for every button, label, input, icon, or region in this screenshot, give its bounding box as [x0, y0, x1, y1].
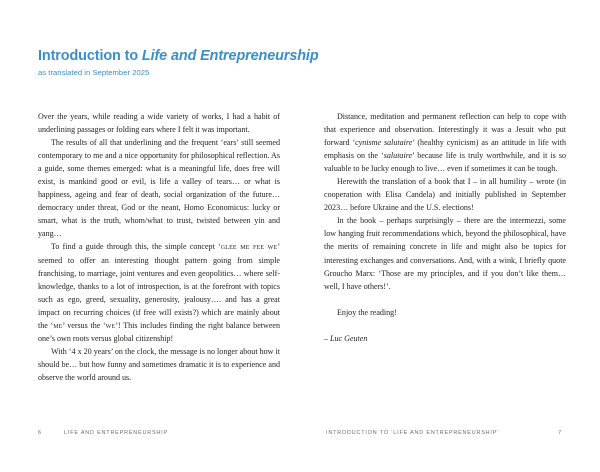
page-subtitle: as translated in September 2025 [38, 67, 150, 77]
smallcaps-glee-me-fee-we: glee me fee we [220, 241, 278, 252]
right-column [324, 110, 566, 400]
paragraph-left-3-part-a: To find a guide through this, the simple concept ‘ [51, 242, 221, 252]
paragraph-right-4: Enjoy the reading! [337, 307, 397, 317]
paragraph-left-3-part-d: ’! This includes finding the right balance between one’s own roots versus global citizenship! [38, 320, 280, 343]
footer-left-title: LIFE AND ENTREPRENEURSHIP [64, 430, 168, 436]
paragraph-left-3-part-c: ’ versus the ‘ [62, 320, 106, 330]
paragraph-right-1-part-b: ’ (healthy cynicism) as an attitude in life with emphasis on the ‘ [324, 138, 566, 161]
paragraph-right-2: Herewith the translation of a book that I – in all humility – wrote (in cooperation with Elisa Candela) and initially published in September 2023… before Ukraine and the U.S. elections! [324, 177, 566, 213]
page-title [38, 48, 338, 65]
paragraph-right-3: In the book – perhaps surprisingly – there are the intermezzi, some low hanging fruit recommendations which, beyond the philosophical, have the merits of remaining concrete in life and might also be topics for interesting exchanges and conversations. And, with a wink, I briefly quote Groucho Marx: ‘Those are my principles, and if you don’t like them… well, I have others!’. [324, 216, 566, 291]
page-title-book-name: Life and Entrepreneurship [141, 48, 319, 64]
author-signature: – Luc Geuten [324, 333, 368, 343]
signature-spacer [324, 319, 566, 332]
left-column [38, 110, 280, 400]
italic-salutaire: salutaire [383, 151, 413, 161]
paragraph-left-1: Over the years, while reading a wide variety of works, I had a habit of underlining passages or folding ears where I felt it was important. [38, 112, 280, 135]
paragraph-spacer [324, 293, 566, 306]
smallcaps-we: we [105, 319, 116, 330]
paragraph-left-4: With ‘4 x 20 years’ on the clock, the message is no longer about how it should be… but how funny and sometimes dramatic it is to experience and observe the world around us. [38, 346, 280, 382]
italic-cynisme-salutaire: cynisme salutaire [355, 138, 413, 148]
footer-right [326, 430, 562, 436]
paragraph-left-3 [38, 240, 280, 344]
paragraph-right-1-part-c: ’ because life is truly worthwhile, and it is so valuable to be lucky enough to live… even if sometimes it can be tough. [324, 151, 567, 174]
paragraph-left-3-part-b: ’ seemed to offer an interesting thought pattern going from simple franchising, to marriage, joint ventures and even geopolitics… where self-knowledge, thanks to a lot of introspection, is at the forefront with topics such as ego, greed, sexuality, generosity, jealousy…. and has a great impact on recurring choices (if free will exists?) which are mainly about the ‘ [38, 242, 280, 330]
paragraph-right-1 [324, 110, 566, 175]
footer-right-page-number: 7 [558, 430, 562, 436]
paragraph-right-1-part-a: Distance, meditation and permanent reflection can help to cope with that experience and observation. Interestingly it was a Jesuit who put forward ‘ [324, 112, 566, 148]
footer-left [38, 430, 168, 436]
smallcaps-me: me [53, 319, 63, 330]
page-title-prefix: Introduction to [38, 48, 142, 64]
footer-right-title: INTRODUCTION TO ‘LIFE AND ENTREPRENEURSHIP’ [326, 430, 500, 436]
page-footer [0, 430, 600, 446]
paragraph-left-2: The results of all that underlining and the frequent ‘ears’ still seemed contemporary to me and a nice opportunity for philosophical reflection. As a guide, some themes emerged: what is a meaningful life, does free will exist, is mankind good or evil, is life a valley of tears… or what is happiness, ageing and fear of death, social organization of the future… democracy under threat, God or the neant, Homo Economicus: lucky or smart, what is the truth, whom/what to trust, twisted between yin and yang… [38, 138, 280, 239]
body-columns [38, 110, 566, 400]
footer-left-page-number: 6 [38, 430, 42, 436]
page-heading [38, 48, 338, 77]
